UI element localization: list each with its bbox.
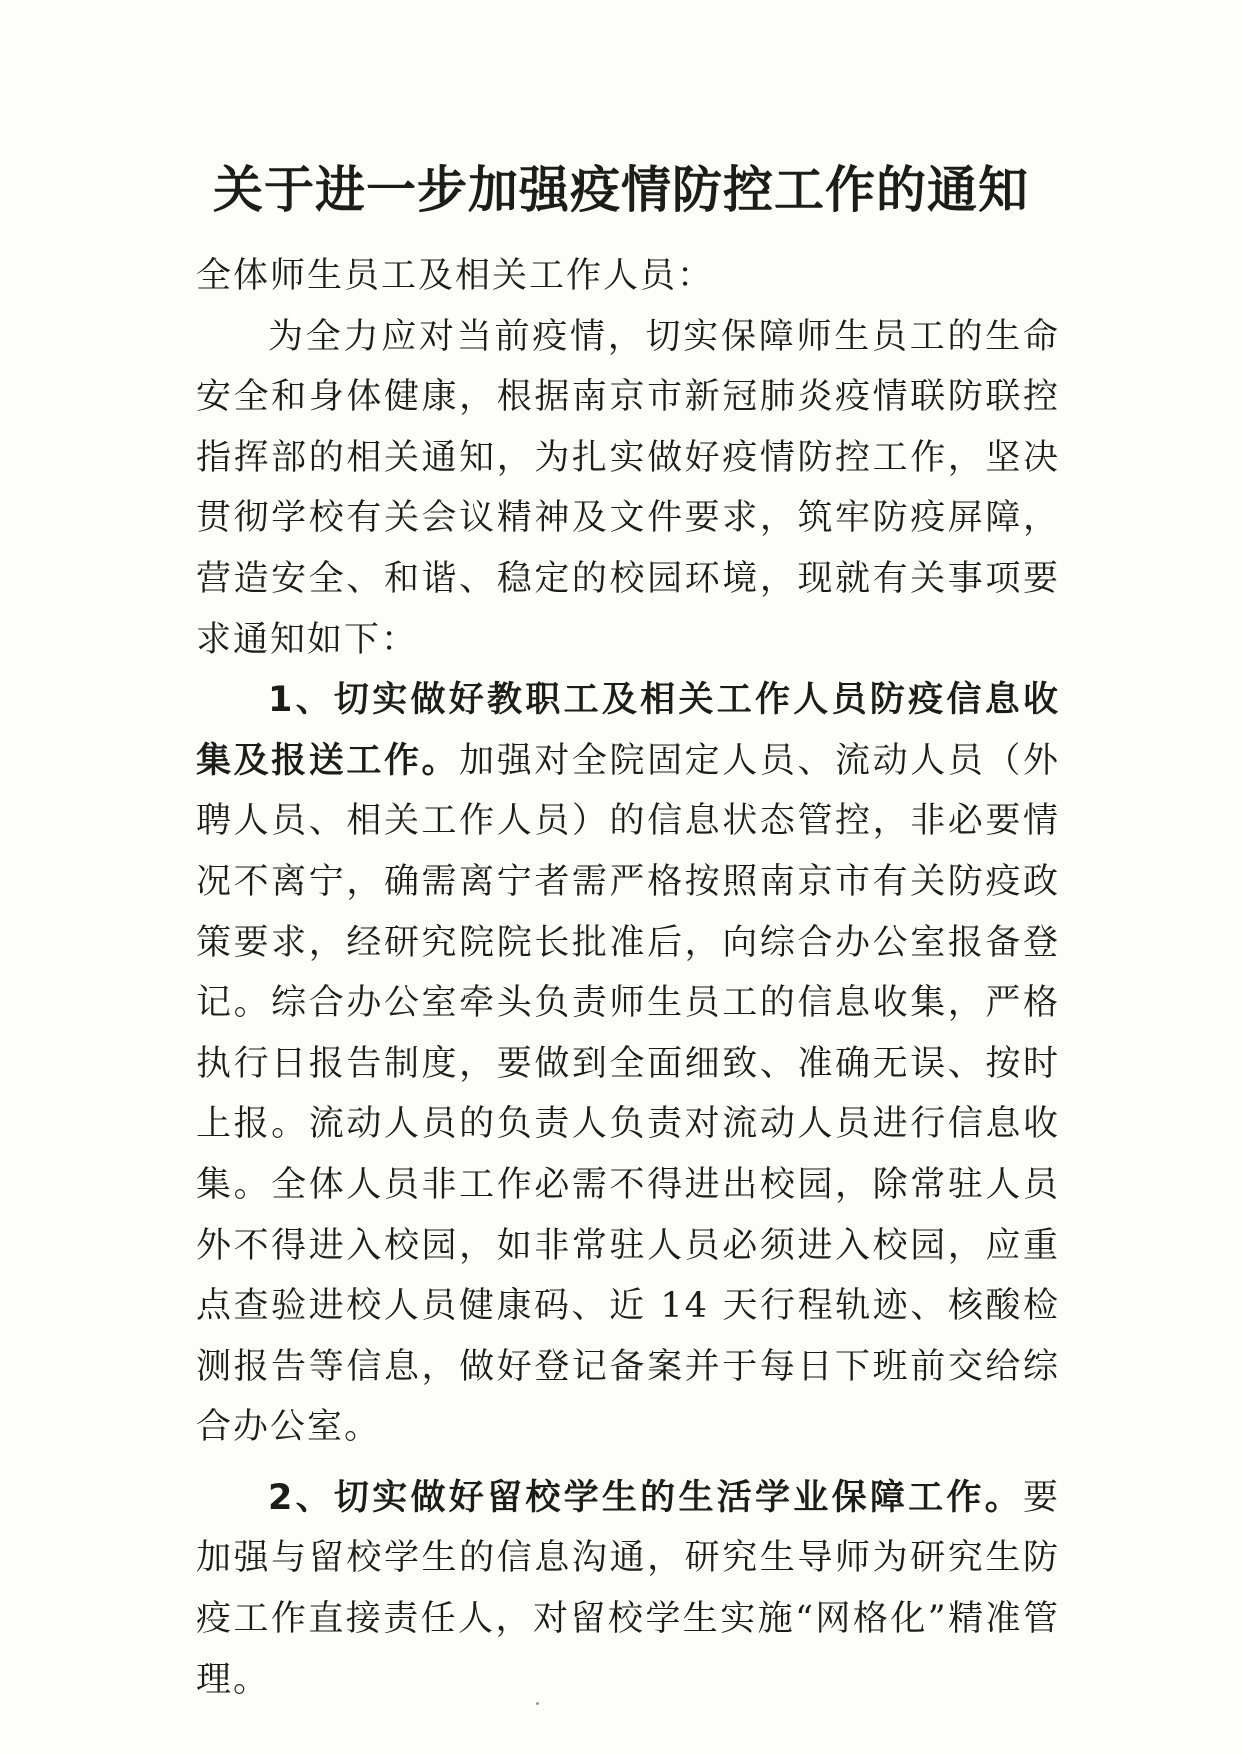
section-1-text: 加强对全院固定人员、流动人员（外聘人员、相关工作人员）的信息状态管控，非必要情况不离宁，确需离宁者需严格按照南京市有关防疫政策要求，经研究院院长批准后，向综合办公室报备登记。综合办公室牵头负责师生员工的信息收集，严格执行日报告制度，要做到全面细致、准确无误、按时上报。流动人员的负责人负责对流动人员进行信息收集。全体人员非工作必需不得进出校园，除常驻人员外不得进入校园，如非常驻人员必须进入校园，应重点查验进校人员健康码、近 14 天行程轨迹、核酸检测报告等信息，做好登记备案并于每日下班前交给综合办公室。 xyxy=(196,740,1060,1448)
section-1-heading: 1、切实做好教职工及相关工作人员防疫信息收集及报送工作。 xyxy=(196,680,1060,781)
scan-speck xyxy=(536,1702,539,1705)
notice-title: 关于进一步加强疫情防控工作的通知 xyxy=(213,161,1029,219)
section-2-paragraph xyxy=(196,1468,1060,1710)
intro-paragraph: 为全力应对当前疫情，切实保障师生员工的生命安全和身体健康，根据南京市新冠肺炎疫情联防联控指挥部的相关通知，为扎实做好疫情防控工作，坚决贯彻学校有关会议精神及文件要求，筑牢防疫屏障，营造安全、和谐、稳定的校园环境，现就有关事项要求通知如下： xyxy=(196,316,1060,660)
section-2-heading: 2、切实做好留校学生的生活学业保障工作。 xyxy=(268,1477,1023,1518)
notice-body xyxy=(196,246,1060,1710)
section-1-paragraph xyxy=(196,670,1060,1458)
section-2-text: 要加强与留校学生的信息沟通，研究生导师为研究生防疫工作直接责任人，对留校学生实施“网格化”精准管理。 xyxy=(196,1477,1060,1700)
salutation: 全体师生员工及相关工作人员： xyxy=(196,256,715,296)
